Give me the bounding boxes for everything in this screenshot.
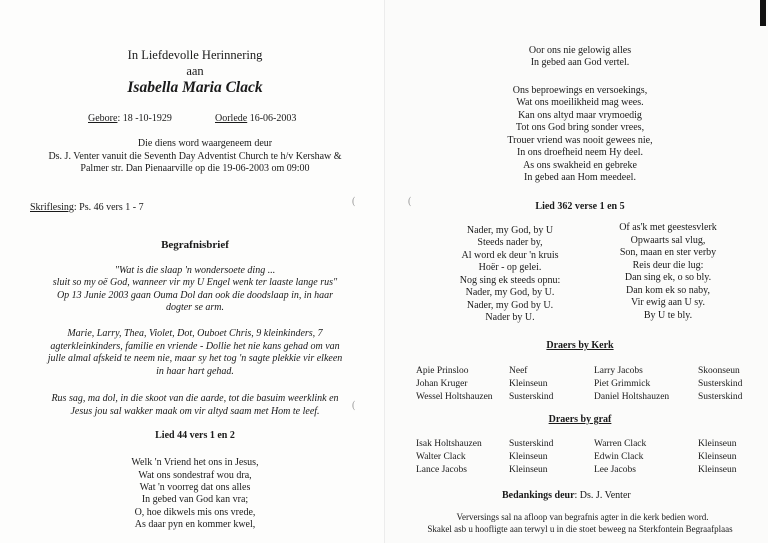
- hymn-44-line: Wat 'n voorreg dat ons alles: [139, 482, 251, 493]
- top-verse-1: Oor ons nie gelowig alles: [528, 45, 632, 56]
- bearer-relation: Susterskind: [698, 392, 743, 402]
- verse2-line: In ons droefheid neem Hy deel.: [516, 147, 644, 158]
- margin-mark: (: [352, 196, 356, 207]
- hymn-44-line: In gebed van God kan vra;: [141, 494, 249, 505]
- scripture-text: : Ps. 46 vers 1 - 7: [73, 202, 144, 213]
- bearer-relation: Skoonseun: [698, 366, 740, 376]
- hymn-362-title: Lied 362 verse 1 en 5: [535, 201, 625, 212]
- bearer-name: Lee Jacobs: [594, 465, 636, 475]
- deceased-name: Isabella Maria Clack: [127, 79, 263, 96]
- bearer-name: Warren Clack: [594, 439, 647, 449]
- hymn-362-left-line: Nader, my God, by U: [466, 225, 554, 236]
- scan-edge-mark: [760, 0, 766, 26]
- verse2-line: In gebed aan Hom meedeel.: [524, 172, 636, 183]
- thanks-label: Bedankings deur: [502, 490, 575, 501]
- bearer-name: Isak Holtshauzen: [416, 439, 482, 449]
- bearer-name: Larry Jacobs: [594, 366, 643, 376]
- hymn-44-line: As daar pyn en kommer kwel,: [134, 519, 256, 530]
- hymn-362-right-line: By U te bly.: [643, 310, 693, 321]
- bearer-name: Edwin Clack: [594, 452, 644, 462]
- bearer-name: Daniel Holtshauzen: [594, 392, 670, 402]
- closing-line-1: Rus sag, ma dol, in die skoot van die aarde, tot die basuim weerklink en: [51, 393, 339, 404]
- bearer-relation: Kleinseun: [698, 439, 737, 449]
- letter-italic-3: Op 13 Junie 2003 gaan Ouma Dol dan ook die doodslaap in, in haar: [56, 290, 334, 301]
- margin-mark: (: [408, 196, 412, 207]
- hymn-362-right-line: Reis deur die lug:: [632, 260, 704, 271]
- hymn-362-left-line: Al word ek deur 'n kruis: [461, 250, 559, 261]
- family-line-4: in haar hart gehad.: [156, 366, 234, 377]
- bearer-name: Walter Clack: [416, 452, 466, 462]
- bearer-relation: Kleinseun: [698, 452, 737, 462]
- verse2-line: Kan ons altyd maar vrymoedig: [518, 110, 642, 121]
- verse2-line: Tot ons God bring sonder vrees,: [515, 122, 645, 133]
- hymn-44-line: O, hoe dikwels mis ons vrede,: [134, 507, 256, 518]
- died-label: Oorlede: [215, 113, 248, 124]
- service-line-2: Ds. J. Venter vanuit die Seventh Day Adventist Church te h/v Kershaw &: [48, 151, 342, 162]
- bearers-grave-title: Draers by graf: [548, 414, 612, 425]
- bearer-relation: Kleinseun: [509, 452, 548, 462]
- letter-italic-1: "Wat is die slaap 'n wondersoete ding ...: [114, 265, 276, 276]
- top-verse-2: In gebed aan God vertel.: [530, 57, 630, 68]
- thanks-line: [502, 490, 631, 501]
- bearer-name: Lance Jacobs: [416, 465, 467, 475]
- letter-italic-2: sluit so my oë God, wanneer vir my U Engel wenk ter laaste lange rus": [52, 277, 338, 288]
- closing-line-2: Jesus jou sal wakker maak om vir altyd saam met Hom te leef.: [70, 406, 320, 417]
- family-line-2: agterkleinkinders, familie en vriende - Dollie het nie kans gehad om van: [50, 341, 340, 352]
- family-line-1: Marie, Larry, Thea, Violet, Dot, Ouboet Chris, 9 kleinkinders, 7: [67, 328, 323, 339]
- hymn-44-line: Wat ons sondestraf wou dra,: [138, 470, 252, 481]
- hymn-362-right-line: Dan kom ek so naby,: [625, 285, 711, 296]
- page-fold: [384, 0, 385, 543]
- bearer-relation: Kleinseun: [509, 465, 548, 475]
- hymn-44-line: Welk 'n Vriend het ons in Jesus,: [131, 457, 259, 468]
- hymn-362-left-line: Nader by U.: [485, 312, 535, 323]
- bearer-relation: Kleinseun: [509, 379, 548, 389]
- died-date: 16-06-2003: [247, 113, 297, 124]
- hymn-44-title: Lied 44 vers 1 en 2: [155, 430, 235, 441]
- hymn-362-left-line: Nader, my God by U.: [466, 300, 554, 311]
- bearer-relation: Susterskind: [698, 379, 743, 389]
- verse2-line: Ons beproewings en versoekings,: [512, 85, 648, 96]
- hymn-362-left-line: Nog sing ek steeds opnu:: [459, 275, 561, 286]
- hymn-362-right-line: Of as'k met geestesvlerk: [619, 222, 717, 233]
- bearer-relation: Neef: [509, 366, 528, 376]
- born-date: : 18 -10-1929: [117, 113, 172, 124]
- family-line-3: julle almal afskeid te neem nie, maar sy het tog 'n sagte plekkie vir elkeen: [47, 353, 343, 364]
- hymn-362-right-line: Vir ewig aan U sy.: [630, 297, 705, 308]
- service-line-3: Palmer str. Dan Pienaarville op die 19-06-2003 om 09:00: [80, 163, 310, 174]
- memorial-heading: In Liefdevolle Herinnering: [127, 48, 263, 62]
- letter-italic-4: dogter se arm.: [165, 302, 225, 313]
- verse2-line: As ons swakheid en gebreke: [523, 160, 637, 171]
- service-line-1: Die diens word waargeneem deur: [137, 138, 273, 149]
- memorial-aan: aan: [186, 64, 204, 78]
- born-line: [88, 113, 172, 124]
- scripture-line: [30, 202, 144, 213]
- footer-line-2: Skakel asb u hoofligte aan terwyl u in die stoet beweeg na Sterkfontein Begraafplaas: [427, 524, 733, 534]
- died-line: [215, 113, 296, 124]
- verse2-line: Wat ons moeilikheid mag wees.: [516, 97, 644, 108]
- hymn-362-right-line: Dan sing ek, o so bly.: [624, 272, 712, 283]
- letter-title: Begrafnisbrief: [161, 239, 229, 251]
- bearer-relation: Kleinseun: [698, 465, 737, 475]
- bearer-name: Piet Grimmick: [594, 379, 651, 389]
- bearers-church-title: Draers by Kerk: [546, 340, 614, 351]
- hymn-362-left-line: Nader, my God, by U.: [465, 287, 555, 298]
- bearer-relation: Susterskind: [509, 439, 554, 449]
- bearer-relation: Susterskind: [509, 392, 554, 402]
- hymn-362-right-line: Opwaarts sal vlug,: [630, 235, 706, 246]
- thanks-text: : Ds. J. Venter: [574, 490, 631, 501]
- margin-mark: (: [352, 400, 356, 411]
- verse2-line: Trouer vriend was nooit gewees nie,: [507, 135, 653, 146]
- bearer-name: Apie Prinsloo: [416, 366, 469, 376]
- born-label: Gebore: [88, 113, 118, 124]
- hymn-362-left-line: Hoër - op gelei.: [478, 262, 542, 273]
- hymn-362-right-line: Son, maan en ster verby: [619, 247, 717, 258]
- footer-line-1: Verversings sal na afloop van begrafnis agter in die kerk bedien word.: [456, 512, 709, 522]
- bearer-name: Johan Kruger: [416, 379, 468, 389]
- hymn-362-left-line: Steeds nader by,: [477, 237, 543, 248]
- scripture-label: Skriflesing: [30, 202, 74, 213]
- bearer-name: Wessel Holtshauzen: [416, 392, 493, 402]
